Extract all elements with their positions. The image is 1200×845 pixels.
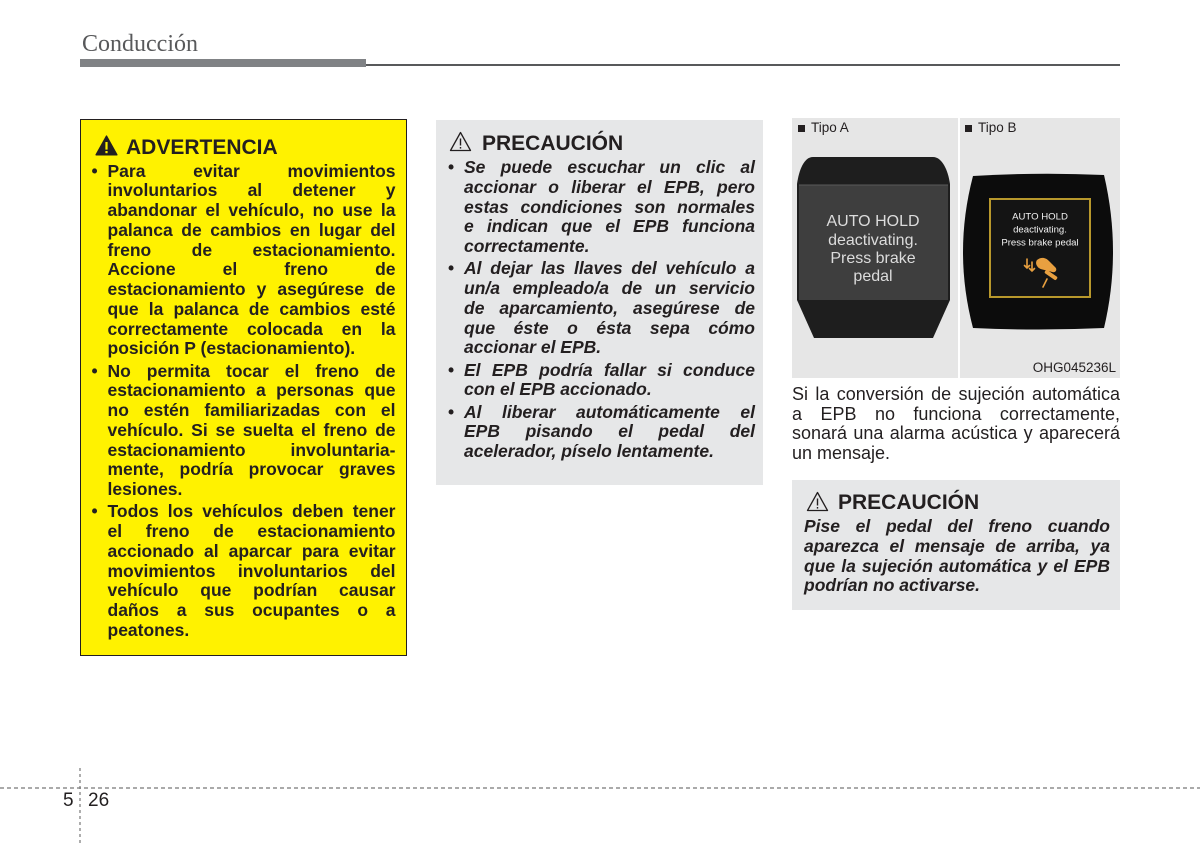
text-line: lesiones. bbox=[107, 479, 183, 499]
warning-bullet bbox=[108, 162, 396, 360]
text-line: que éste o ésta sepa cómo bbox=[464, 317, 755, 338]
caution-title: PRECAUCIÓN bbox=[482, 132, 624, 155]
text-line: accionado al aparcar para evitar bbox=[107, 540, 396, 561]
instrument-cluster-figure bbox=[792, 118, 1120, 378]
text-line: • El EPB podría fallar si conduce bbox=[464, 359, 755, 380]
section-title: Conducción bbox=[82, 31, 198, 57]
text-line: • Se puede escuchar un clic al bbox=[464, 157, 755, 177]
text-line: un mensaje. bbox=[792, 442, 891, 463]
type-b-label: Tipo B bbox=[978, 120, 1017, 135]
display-a-line: deactivating. bbox=[828, 232, 918, 249]
text-line: vehículo. Si se suelta el freno de bbox=[107, 419, 396, 440]
text-line: Si la conversión de sujeción automática bbox=[792, 384, 1120, 404]
warning-title: ADVERTENCIA bbox=[126, 135, 278, 159]
warning-box bbox=[80, 119, 407, 656]
text-line: estas condiciones son normales bbox=[464, 196, 755, 217]
text-line: • Al dejar las llaves del vehículo a bbox=[464, 258, 755, 279]
text-line: que la sujeción automática y el EPB bbox=[804, 555, 1110, 576]
text-line: palanca de cambios en lugar del bbox=[107, 219, 396, 240]
text-line: • Para evitar movimientos bbox=[107, 160, 396, 181]
text-line: a EPB no funciona correctamente, bbox=[792, 403, 1120, 424]
text-line: correctamente colocada en la bbox=[107, 318, 396, 339]
text-line: movimientos involuntarios del bbox=[107, 560, 396, 581]
text-line: acelerador, píselo lentamente. bbox=[464, 441, 714, 461]
caution-icon bbox=[449, 131, 472, 152]
caution-icon bbox=[806, 491, 829, 512]
display-a-line: pedal bbox=[853, 268, 893, 285]
text-line: Pise el pedal del freno cuando bbox=[804, 516, 1110, 536]
text-line: estacionamiento a personas que bbox=[107, 380, 396, 401]
warning-bullet-list bbox=[108, 162, 396, 641]
text-line: vehículo que podrían causar bbox=[107, 580, 396, 601]
caution-box bbox=[792, 480, 1120, 610]
figure-code: OHG045236L bbox=[1032, 360, 1116, 375]
caution-bullet bbox=[464, 259, 755, 358]
display-a-line: Press brake bbox=[830, 250, 916, 267]
text-line: EPB pisando el pedal del bbox=[464, 421, 755, 442]
warning-icon bbox=[95, 135, 118, 156]
text-line: que la palanca de cambios esté bbox=[107, 298, 396, 319]
caution-bullet bbox=[464, 158, 755, 257]
text-line: freno de estacionamiento. bbox=[107, 239, 396, 260]
text-line: no estén familiarizadas con el bbox=[107, 400, 396, 420]
caution-box bbox=[436, 120, 763, 485]
text-line: correctamente. bbox=[464, 236, 590, 256]
caution-title: PRECAUCIÓN bbox=[838, 491, 980, 514]
display-b-line: deactivating. bbox=[1013, 224, 1067, 236]
caution-bullet-list bbox=[464, 158, 755, 462]
text-line: podrían no activarse. bbox=[804, 575, 981, 596]
display-a bbox=[797, 157, 950, 338]
chapter-number: 5 bbox=[63, 790, 74, 811]
body-paragraph bbox=[792, 385, 1120, 463]
text-line: • Todos los vehículos deben tener bbox=[107, 501, 396, 522]
text-line: accionar el EPB. bbox=[464, 337, 602, 358]
text-line: • No permita tocar el freno de bbox=[107, 360, 396, 381]
text-line: con el EPB accionado. bbox=[464, 379, 652, 400]
type-a-label: Tipo A bbox=[811, 120, 849, 135]
text-line: abandonar el vehículo, no use la bbox=[107, 200, 396, 220]
text-line: estacionamiento y asegúrese de bbox=[107, 279, 396, 299]
warning-bullet bbox=[108, 502, 396, 640]
text-line: peatones. bbox=[107, 619, 190, 640]
text-line: daños a sus ocupantes o a bbox=[107, 600, 396, 620]
caution-text bbox=[804, 517, 1110, 596]
text-line: posición P (estacionamiento). bbox=[107, 338, 356, 359]
header-bar bbox=[80, 59, 366, 67]
text-line: aparezca el mensaje de arriba, ya bbox=[804, 535, 1110, 556]
display-b-line: Press brake pedal bbox=[1001, 237, 1079, 249]
warning-bullet bbox=[108, 362, 396, 500]
page-number: 26 bbox=[88, 790, 110, 811]
text-line: mente, podría provocar graves bbox=[107, 459, 396, 480]
text-line: el freno de estacionamiento bbox=[107, 521, 396, 541]
caution-bullet bbox=[464, 403, 755, 462]
text-line: e indican que el EPB funciona bbox=[464, 216, 755, 237]
text-line: Accione el freno de bbox=[107, 259, 396, 280]
text-line: de aparcamiento, asegúrese de bbox=[464, 297, 755, 318]
footer-rules bbox=[0, 760, 1200, 845]
text-line: un/a empleado/a de un servicio bbox=[464, 278, 755, 298]
text-line: accionar o liberar el EPB, pero bbox=[464, 176, 755, 197]
text-line: involuntarios al detener y bbox=[107, 180, 396, 201]
text-line: sonará una alarma acústica y aparecerá bbox=[792, 423, 1120, 444]
text-line: estacionamiento involuntaria- bbox=[107, 439, 396, 460]
display-b bbox=[963, 174, 1113, 330]
display-a-line: AUTO HOLD bbox=[826, 213, 920, 230]
caution-bullet bbox=[464, 361, 755, 401]
display-b-line: AUTO HOLD bbox=[1012, 211, 1068, 223]
display-illustrations bbox=[792, 118, 1120, 378]
text-line: • Al liberar automáticamente el bbox=[464, 401, 755, 422]
